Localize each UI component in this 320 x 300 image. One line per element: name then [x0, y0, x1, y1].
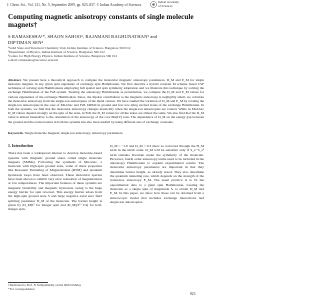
academy-logo-text: Indian Academy of Sciences	[158, 0, 179, 8]
article-title: Computing magnetic anisotropy constants of single molecule magnets†	[8, 13, 194, 30]
affiliation-line: ²Department of Physics, Indian Institute of Science, Bangalore 560 012	[8, 50, 105, 55]
body-column-left	[8, 144, 102, 211]
body-column-right	[110, 144, 204, 204]
author-list: S RAMASESHA¹*, SHAON SAHOO², RAJAMANI RAGHUNATHAN³ and DIPTIMAN SEN⁴	[8, 34, 158, 45]
academy-logo	[150, 1, 206, 9]
section-heading: 1. Introduction	[8, 144, 34, 148]
footnote-dedication: †Dedicated to Prof. N Sathyamurthy on his 60th birthday	[8, 283, 82, 287]
journal-citation: J. Chem. Sci., Vol. 121, No. 5, September 2009, pp. 823–837. © Indian Academy of Sciences.	[7, 3, 143, 7]
body-text-right: D_M ~ −1.0 and D_M ~ 0.3 show as corrected through the H_M term in the ninth order. D_M will be sensitive only if S_z−S_z² term remains invariant under the symmetry of the molecule. However, fourth order anisotropy terms need to be included in the anisotropy Hamiltonian to explain experimental results. The molecular anisotropy parameters are important in that they determine barrier height, as already noted. They also determine the quantum tunneling rate, which depends on the strength of the transverse anisotropy E_M. The usual practice is to fit the experimental data to a giant spin Hamiltonian, treating the molecule as a single spin of magnitude S, to obtain D_M and E_M. In this paper, we show how these can be obtained from a microscopic model that includes exchange interactions and single-ion anisotropies.	[110, 144, 204, 204]
abstract-label: Abstract.	[8, 78, 22, 82]
abstract	[8, 78, 204, 124]
affiliation-line: ³Centre for High Energy Physics, Indian Institute of Science, Bangalore 560 012	[8, 54, 118, 59]
footnotes	[8, 284, 102, 292]
page-number: 823	[190, 292, 196, 296]
footnote-correspondence: *For correspondence	[8, 286, 35, 291]
keywords-text: Single molecule magnets; single-ion anisotropy; anisotropy parameters.	[24, 131, 124, 135]
body-text-left: There has been a widespread interest to develop molecule-based systems with magnetic ground states called single molecule magnets (SMMs). Following the synthesis of Mn12Ac, a molecule with high-spin ground state, some of these properties like Resonant Tunneling of Magnetization (RTM) and quantum hysteresis loops have been observed. These molecular species have been shown to exhibit very slow relaxation of magnetization at low temperatures. The important features of these systems are magnetic bistability and magnetic hysteresis owing to the huge energy barrier for spin reversal. This energy barrier arises from the high-spin ground state S and large negative axial zero field splitting parameter D_M of the molecule. The barrier height is given by |D_M|S² for integer spin and |D_M|(S²−1/4) for half-integer spin.	[8, 151, 102, 212]
abstract-text: We present here a theoretical approach to compute the molecular magnetic anisotropy parameters, D_M and E_M for single molecule magnets in any given spin eigenstate of exchange spin Hamiltonian. We first describe a hybrid constant M scheme based CSF technique of solving spin Hamiltonians employing full spatial and spin symmetry adaptation and we illustrate this technique by solving the exchange Hamiltonian of the Fe8 system. Treating the anisotropy Hamiltonian as perturbation, we compute the D_M and E_M values for various eigenstates of the exchange Hamiltonian. Since, the dipolar contribution to the magnetic anisotropy is negligibly small, we calculate the molecular anisotropy from the single-ion anisotropies of the metal centres. We have studied the variation of D_M and E_M by rotating the single-ion anisotropies in the case of Mn12Ac and Fe8. Dd8d4 in ground and few low-lying excited states of the exchange Hamiltonian. In both the systems, we find that the molecular anisotropy changes drastically when the single-ion anisotropies are rotated. While in Mn12Ac D_M values depend strongly on the spin of the state, in Fe8, the D_M values for all the states are almost the same. We also find that the D_M value is almost insensitive to the orientation of the anisotropy of the core Mn(IV) ions. The dependence of D_M on the energy gap between the ground and the excited states in both the systems has also been studied by using different sets of exchange constants.	[8, 78, 204, 124]
keywords-label: Keywords.	[8, 131, 24, 135]
email-line: e-mail: ramasesha@sscu.iisc.ernet.in	[8, 58, 59, 63]
keywords	[8, 131, 204, 135]
affiliation-line: ¹Solid State and Structural Chemistry Unit, Indian Institute of Science, Bangalore 560 012	[8, 46, 131, 50]
academy-emblem-icon	[150, 1, 157, 8]
affiliations	[8, 46, 204, 62]
